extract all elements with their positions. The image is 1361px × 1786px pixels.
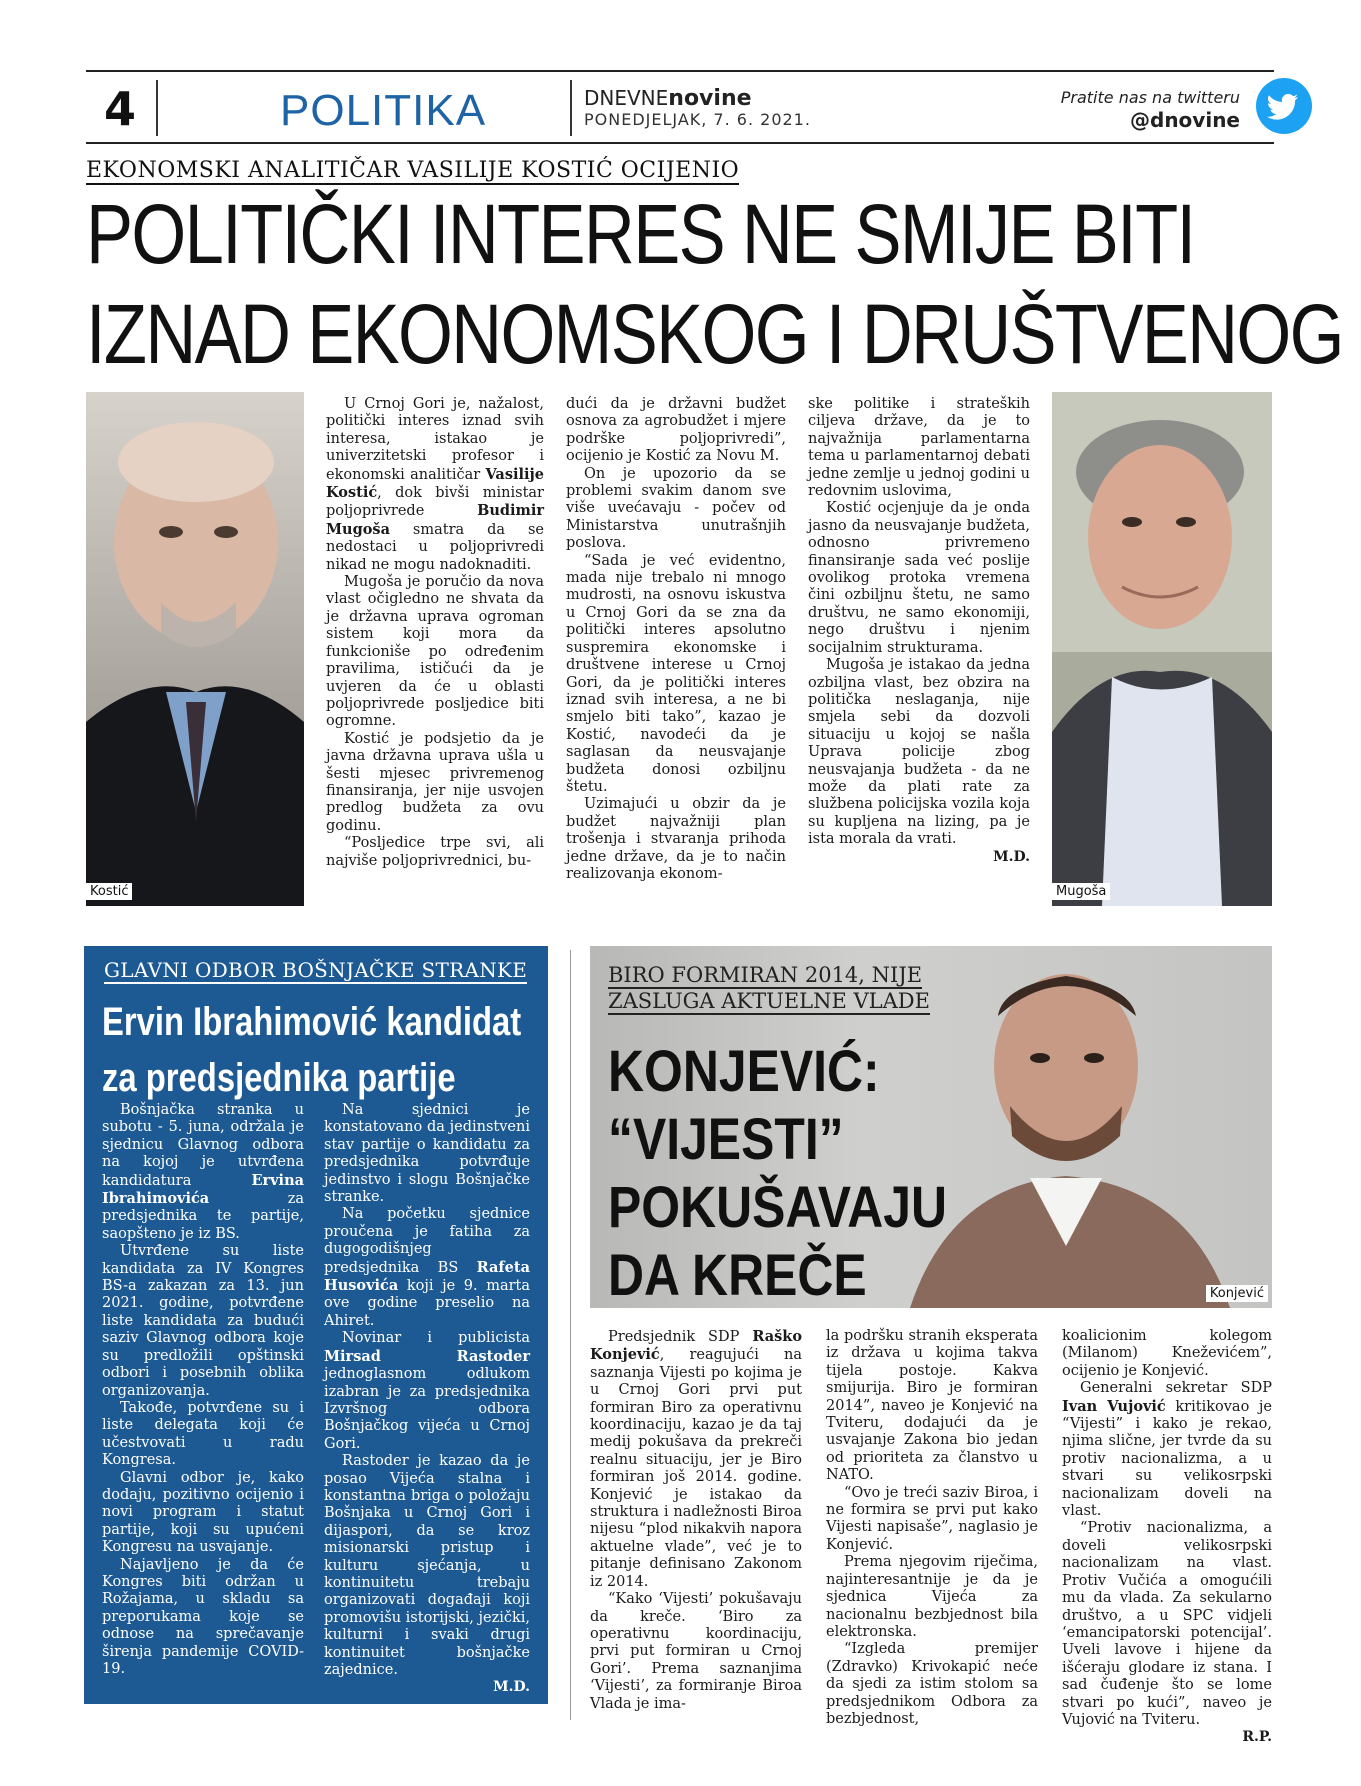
article-column [1062, 1328, 1272, 1745]
paragraph: Utvrđene su liste kandidata za IV Kongres BS-a zakazan za 13. jun 2021. godine, potvrđene liste kandidata za budući saziv Glavnog odbora koje su predložili opštinski odbori i posebnih oblika organizovanja. [102, 1243, 304, 1399]
author-signature: M.D. [493, 1679, 530, 1696]
paragraph: Predsjednik SDP Raško Konjević, reagujući na saznanja Vijesti po kojima je u Crnoj Gori prvi put formiran Biro za operativnu koordinaciju, kazao je da taj medij pokušava da prekreči realnu situaciju, jer je Biro formiran još 2014. godine. Konjević je istakao da struktura i nadležnosti Biroa nijesu “plod nikakvih napora aktuelne vlade”, već je to pitanje definisano Zakonom iz 2014. [590, 1328, 802, 1590]
paragraph: “Posljedice trpe svi, ali najviše poljoprivrednici, bu- [326, 835, 544, 869]
header-divider [156, 80, 158, 136]
twitter-handle[interactable]: @dnovine [1130, 108, 1240, 132]
article-column [808, 396, 1030, 865]
article-column [324, 1102, 530, 1695]
photo-caption: Konjević [1206, 1285, 1268, 1302]
issue-date: PONEDJELJAK, 7. 6. 2021. [584, 110, 811, 129]
paragraph: Glavni odbor je, kako dodaju, pozitivno ocijenio i novi program i statut partije, koji su upućeni Kongresu na usvajanje. [102, 1469, 304, 1556]
bosnjacka-stranka-box [84, 946, 548, 1704]
twitter-promo-text: Pratite nas na twitteru [1060, 88, 1240, 107]
paragraph: ske politike i strateških ciljeva države, da je to najvažnija parlamentarna tema u parlamentarnoj debati jedne zemlje u jednoj godini u redovnim uslovima, [808, 396, 1030, 500]
article-column [326, 396, 544, 870]
article-kicker: BIRO FORMIRAN 2014, NIJE ZASLUGA AKTUELNE VLADE [608, 963, 930, 1013]
paragraph: “Protiv nacionalizma, a doveli velikosrpski nacionalizam na vlast. Protiv Vučića a omogućili mu da vlada. Za sekularno društvo, a u SPC vidjeli ‘emancipatorski potencijal’. Uveli lavove i hijene da išćeraju glodare iz stana. I sad čuđenje što se lome stvari po kući”, naveo je Vujović na Tviteru. [1062, 1520, 1272, 1728]
paragraph: Rastoder je kazao da je posao Vijeća stalna i konstantna briga o položaju Bošnjaka u Crnoj Gori i dijaspori, da se kroz misionarski pristup i kulturu sjećanja, u kontinuitetu trebaju organizovati događaji koji promovišu istorijski, jezički, kulturni i svaki drugi kontinuitet bošnjačke zajednice. [324, 1453, 530, 1678]
paragraph: “Ovo je treći saziv Biroa, i ne formira se prvi put kako Vijesti napisaše”, naglasio je Konjević. [826, 1484, 1038, 1553]
photo-caption: Mugoša [1052, 883, 1110, 900]
paragraph: Najavljeno je da će Kongres biti održan u Rožajama, u skladu sa preporukama koje se odnose na sprečavanje širenja pandemije COVID-19. [102, 1556, 304, 1677]
article-column [826, 1328, 1038, 1728]
article-kicker: GLAVNI ODBOR BOŠNJAČKE STRANKE [104, 958, 528, 982]
kostic-photo [86, 392, 304, 906]
konjevic-photo [590, 946, 1272, 1308]
header-divider [570, 80, 572, 136]
paragraph: “Sada je već evidentno, mada nije trebalo ni mnogo mudrosti, na osnovu iskustva u Crnoj Gori da se zna da politički interes apsolutno suspremira ekonomske i društvene interese u Crnoj Gori, da je politički interes iznad svih interesa, a ne bi smjelo biti tako”, kazao je Kostić, navodeći da je saglasan da neusvajanje budžeta donosi ozbiljnu štetu. [566, 552, 786, 795]
paragraph: “Kako ‘Vijesti’ pokušavaju da kreče. ‘Biro za operativnu koordinaciju, prvi put formiran u Crnoj Gori’. Prema saznanjima ‘Vijesti’, za formiranje Biroa Vlada je ima- [590, 1591, 802, 1712]
article-column [590, 1328, 802, 1713]
article-headline: Ervin Ibrahimović kandidat za predsjednika partije [102, 1000, 522, 1100]
paragraph: Mugoša je poručio da nova vlast očigledno ne shvata da je državna uprava ogroman sistem koji mora da funkcioniše po određenim pravilima, ističući da je uvjeren da će u oblasti poljoprivrede posljedice biti ogromne. [326, 574, 544, 730]
paragraph: Prema njegovim riječima, najinteresantnije je da je sjednica Vijeća za nacionalnu bezbjednost bila elektronska. [826, 1554, 1038, 1640]
paragraph: Bošnjačka stranka u subotu - 5. juna, održala je sjednicu Glavnog odbora na kojoj je utvrđena kandidatura Ervina Ibrahimovića za predsjednika te partije, saopšteno je iz BS. [102, 1102, 304, 1242]
paragraph: Kostić ocjenjuje da je onda jasno da neusvajanje budžeta, odnosno privremeno finansiranje sada već poslije ovolikog protoka vremena čini ozbiljnu štetu, ne samo društvu, ne samo ekonomiji, nego društvu i njenim socijalnim strukturama. [808, 500, 1030, 656]
paragraph: U Crnoj Gori je, nažalost, politički interes iznad svih interesa, istakao je univerzitetski profesor i ekonomski analitičar Vasilije Kostić, dok bivši ministar poljoprivrede Budimir Mugoša smatra da se nedostaci u poljoprivredi nikad ne mogu nadoknaditi. [326, 396, 544, 573]
article-headline: KONJEVIĆ: “VIJESTI” POKUŠAVAJU DA KREČE [608, 1039, 948, 1308]
paragraph: Takođe, potvrđene su i liste delegata koji će učestvovati u radu Kongresa. [102, 1399, 304, 1469]
paragraph: Mugoša je istakao da jedna ozbiljna vlast, bez obzira na politička neslaganja, nije smjela sebi da dozvoli situaciju u kojoj se našla Uprava policije zbog neusvajanja budžeta - da ne može da plati rate za službena policijska vozila koja su kupljena na lizing, pa je ista morala da vrati. [808, 657, 1030, 848]
column-divider [570, 950, 571, 1720]
article-kicker: EKONOMSKI ANALITIČAR VASILIJE KOSTIĆ OCIJENIO [86, 158, 740, 183]
article-headline: POLITIČKI INTERES NE SMIJE BITI IZNAD EKONOMSKOG I DRUŠTVENOG [86, 187, 1343, 381]
header-bottom-rule [86, 142, 1274, 144]
twitter-bird-icon[interactable] [1256, 78, 1312, 134]
paragraph: Generalni sekretar SDP Ivan Vujović kritikovao je “Vijesti” i kako je rekao, njima slične, jer tvrde da su protiv nacionalizma, a u stvari su velikosrpski nacionalizam doveli na vlast. [1062, 1380, 1272, 1520]
header-top-rule [86, 70, 1274, 72]
photo-caption: Kostić [86, 883, 132, 900]
paragraph: la podršku stranih eksperata iz država u kojima takva tijela postoje. Kakva smijurija. Biro je formiran 2014”, naveo je Konjević na Tviteru, dodajući da je usvajanje Zakona bio jedan od prioriteta za članstvo u NATO. [826, 1328, 1038, 1484]
section-title: POLITIKA [280, 86, 487, 135]
paragraph: Na sjednici je konstatovano da jedinstveni stav partije o kandidatu za predsjednika potvrđuje jedinstvo i slogu Bošnjačke stranke. [324, 1102, 530, 1206]
author-signature: R.P. [1242, 1729, 1272, 1746]
paragraph: koalicionim kolegom (Milanom) Kneževićem”, ocijenio je Konjević. [1062, 1328, 1272, 1379]
mugosa-photo [1052, 392, 1272, 906]
paragraph: Na početku sjednice proučena je fatiha za dugogodišnjeg predsjednika BS Rafeta Husovića koji je 9. marta ove godine preselio na Ahiret. [324, 1206, 530, 1329]
paragraph: Kostić je podsjetio da je javna državna uprava ušla u šesti mjesec privremenog finansiranja, jer nije usvojen predlog budžeta za ovu godinu. [326, 730, 544, 834]
article-column [102, 1102, 304, 1678]
page-number: 4 [104, 82, 137, 136]
author-signature: M.D. [993, 848, 1030, 865]
article-column [566, 396, 786, 883]
paragraph: dući da je državni budžet osnova za agrobudžet i mjere podrške poljoprivredi”, ocijenio je Kostić za Novu M. [566, 396, 786, 465]
paragraph: Uzimajući u obzir da je budžet najvažniji plan trošenja i stvaranja prihoda jedne države, da je to način realizovanja ekonom- [566, 796, 786, 882]
paragraph: “Izgleda premijer (Zdravko) Krivokapić neće da sjedi za istim stolom sa predsjednikom Odbora za bezbjednost, [826, 1641, 1038, 1727]
paragraph: On je upozorio da se problemi svakim danom sve više uvećavaju - počev od Ministarstva unutrašnjih poslova. [566, 465, 786, 552]
newspaper-brand: DNEVNEnovine [584, 86, 752, 111]
paragraph: Novinar i publicista Mirsad Rastoder jednoglasnom odlukom izabran je za predsjednika Izvršnog odbora Bošnjačkog vijeća u Crnoj Gori. [324, 1330, 530, 1452]
